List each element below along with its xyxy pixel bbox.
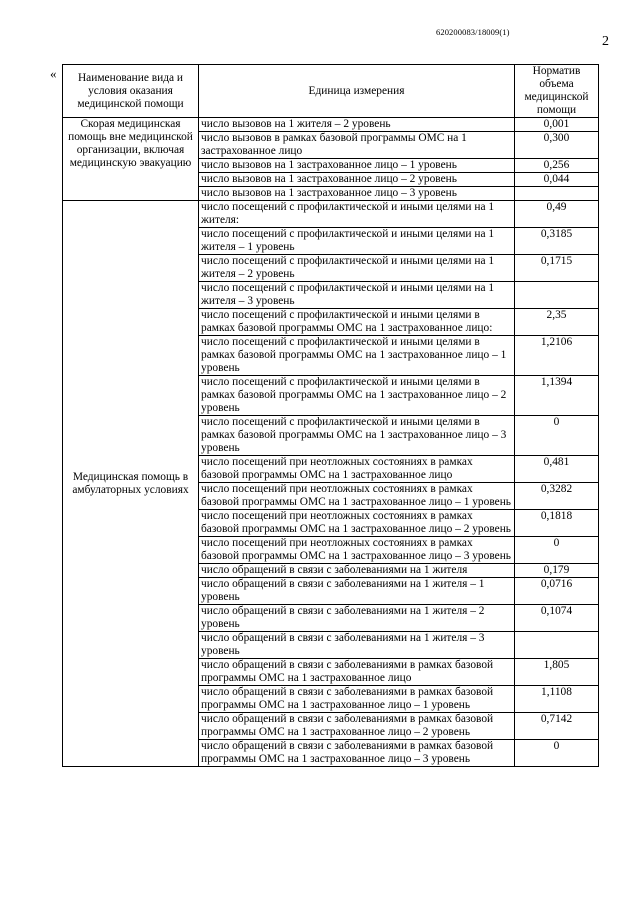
opening-quote-mark: « [50, 66, 57, 81]
unit-cell: число посещений с профилактической и иными целями на 1 жителя – 2 уровень [199, 255, 515, 282]
unit-cell: число обращений в связи с заболеваниями в рамках базовой программы ОМС на 1 застрахованное лицо – 2 уровень [199, 713, 515, 740]
care-type-cell: Медицинская помощь в амбулаторных условиях [63, 201, 199, 767]
unit-cell: число посещений при неотложных состояниях в рамках базовой программы ОМС на 1 застрахованное лицо – 2 уровень [199, 510, 515, 537]
norm-value-cell: 2,35 [515, 309, 599, 336]
norm-value-cell: 1,1108 [515, 686, 599, 713]
unit-cell: число обращений в связи с заболеваниями в рамках базовой программы ОМС на 1 застрахованное лицо – 1 уровень [199, 686, 515, 713]
unit-cell: число посещений с профилактической и иными целями в рамках базовой программы ОМС на 1 застрахованное лицо – 2 уровень [199, 376, 515, 416]
norm-value-cell: 0,49 [515, 201, 599, 228]
unit-cell: число обращений в связи с заболеваниями на 1 жителя [199, 564, 515, 578]
norm-value-cell: 0,1715 [515, 255, 599, 282]
unit-cell: число обращений в связи с заболеваниями на 1 жителя – 1 уровень [199, 578, 515, 605]
medical-care-norms-table [62, 64, 599, 767]
norm-value-cell: 0 [515, 537, 599, 564]
unit-cell: число посещений с профилактической и иными целями в рамках базовой программы ОМС на 1 застрахованное лицо – 3 уровень [199, 416, 515, 456]
unit-cell: число посещений с профилактической и иными целями на 1 жителя – 3 уровень [199, 282, 515, 309]
unit-cell: число вызовов на 1 застрахованное лицо – 3 уровень [199, 187, 515, 201]
unit-cell: число посещений с профилактической и иными целями на 1 жителя: [199, 201, 515, 228]
unit-cell: число обращений в связи с заболеваниями в рамках базовой программы ОМС на 1 застрахованное лицо [199, 659, 515, 686]
unit-cell: число вызовов на 1 застрахованное лицо – 1 уровень [199, 159, 515, 173]
norm-value-cell: 0,3282 [515, 483, 599, 510]
unit-cell: число вызовов на 1 застрахованное лицо – 2 уровень [199, 173, 515, 187]
norm-value-cell: 0,179 [515, 564, 599, 578]
norm-value-cell [515, 187, 599, 201]
norm-value-cell: 0,0716 [515, 578, 599, 605]
norm-value-cell [515, 632, 599, 659]
unit-cell: число посещений с профилактической и иными целями в рамках базовой программы ОМС на 1 застрахованное лицо – 1 уровень [199, 336, 515, 376]
care-type-cell: Скорая медицинская помощь вне медицинской организации, включая медицинскую эвакуацию [63, 118, 199, 201]
document-number: 620200083/18009(1) [436, 27, 510, 37]
unit-cell: число вызовов в рамках базовой программы ОМС на 1 застрахованное лицо [199, 132, 515, 159]
unit-cell: число посещений при неотложных состояниях в рамках базовой программы ОМС на 1 застрахованное лицо [199, 456, 515, 483]
norm-value-cell: 0,001 [515, 118, 599, 132]
unit-cell: число посещений с профилактической и иными целями на 1 жителя – 1 уровень [199, 228, 515, 255]
unit-cell: число посещений с профилактической и иными целями в рамках базовой программы ОМС на 1 застрахованное лицо: [199, 309, 515, 336]
norm-value-cell [515, 282, 599, 309]
header-norm: Норматив объема медицинской помощи [515, 65, 599, 118]
norm-value-cell: 0,3185 [515, 228, 599, 255]
table-body [63, 118, 599, 767]
norm-value-cell: 1,805 [515, 659, 599, 686]
unit-cell: число обращений в связи с заболеваниями в рамках базовой программы ОМС на 1 застрахованное лицо – 3 уровень [199, 740, 515, 767]
table-row [63, 118, 599, 132]
norm-value-cell: 0,481 [515, 456, 599, 483]
header-care-type: Наименование вида и условия оказания медицинской помощи [63, 65, 199, 118]
unit-cell: число обращений в связи с заболеваниями на 1 жителя – 2 уровень [199, 605, 515, 632]
norm-value-cell: 0,1818 [515, 510, 599, 537]
page-number: 2 [602, 34, 609, 49]
norm-value-cell: 0,1074 [515, 605, 599, 632]
table-header [63, 65, 599, 118]
norm-value-cell: 0,044 [515, 173, 599, 187]
header-unit: Единица измерения [199, 65, 515, 118]
unit-cell: число вызовов на 1 жителя – 2 уровень [199, 118, 515, 132]
norm-value-cell: 1,1394 [515, 376, 599, 416]
table-row [63, 201, 599, 228]
norm-value-cell: 0,256 [515, 159, 599, 173]
norm-value-cell: 0 [515, 740, 599, 767]
unit-cell: число посещений при неотложных состояниях в рамках базовой программы ОМС на 1 застрахованное лицо – 3 уровень [199, 537, 515, 564]
unit-cell: число обращений в связи с заболеваниями на 1 жителя – 3 уровень [199, 632, 515, 659]
norm-value-cell: 0,300 [515, 132, 599, 159]
norm-value-cell: 0 [515, 416, 599, 456]
unit-cell: число посещений при неотложных состояниях в рамках базовой программы ОМС на 1 застрахованное лицо – 1 уровень [199, 483, 515, 510]
norm-value-cell: 1,2106 [515, 336, 599, 376]
norm-value-cell: 0,7142 [515, 713, 599, 740]
